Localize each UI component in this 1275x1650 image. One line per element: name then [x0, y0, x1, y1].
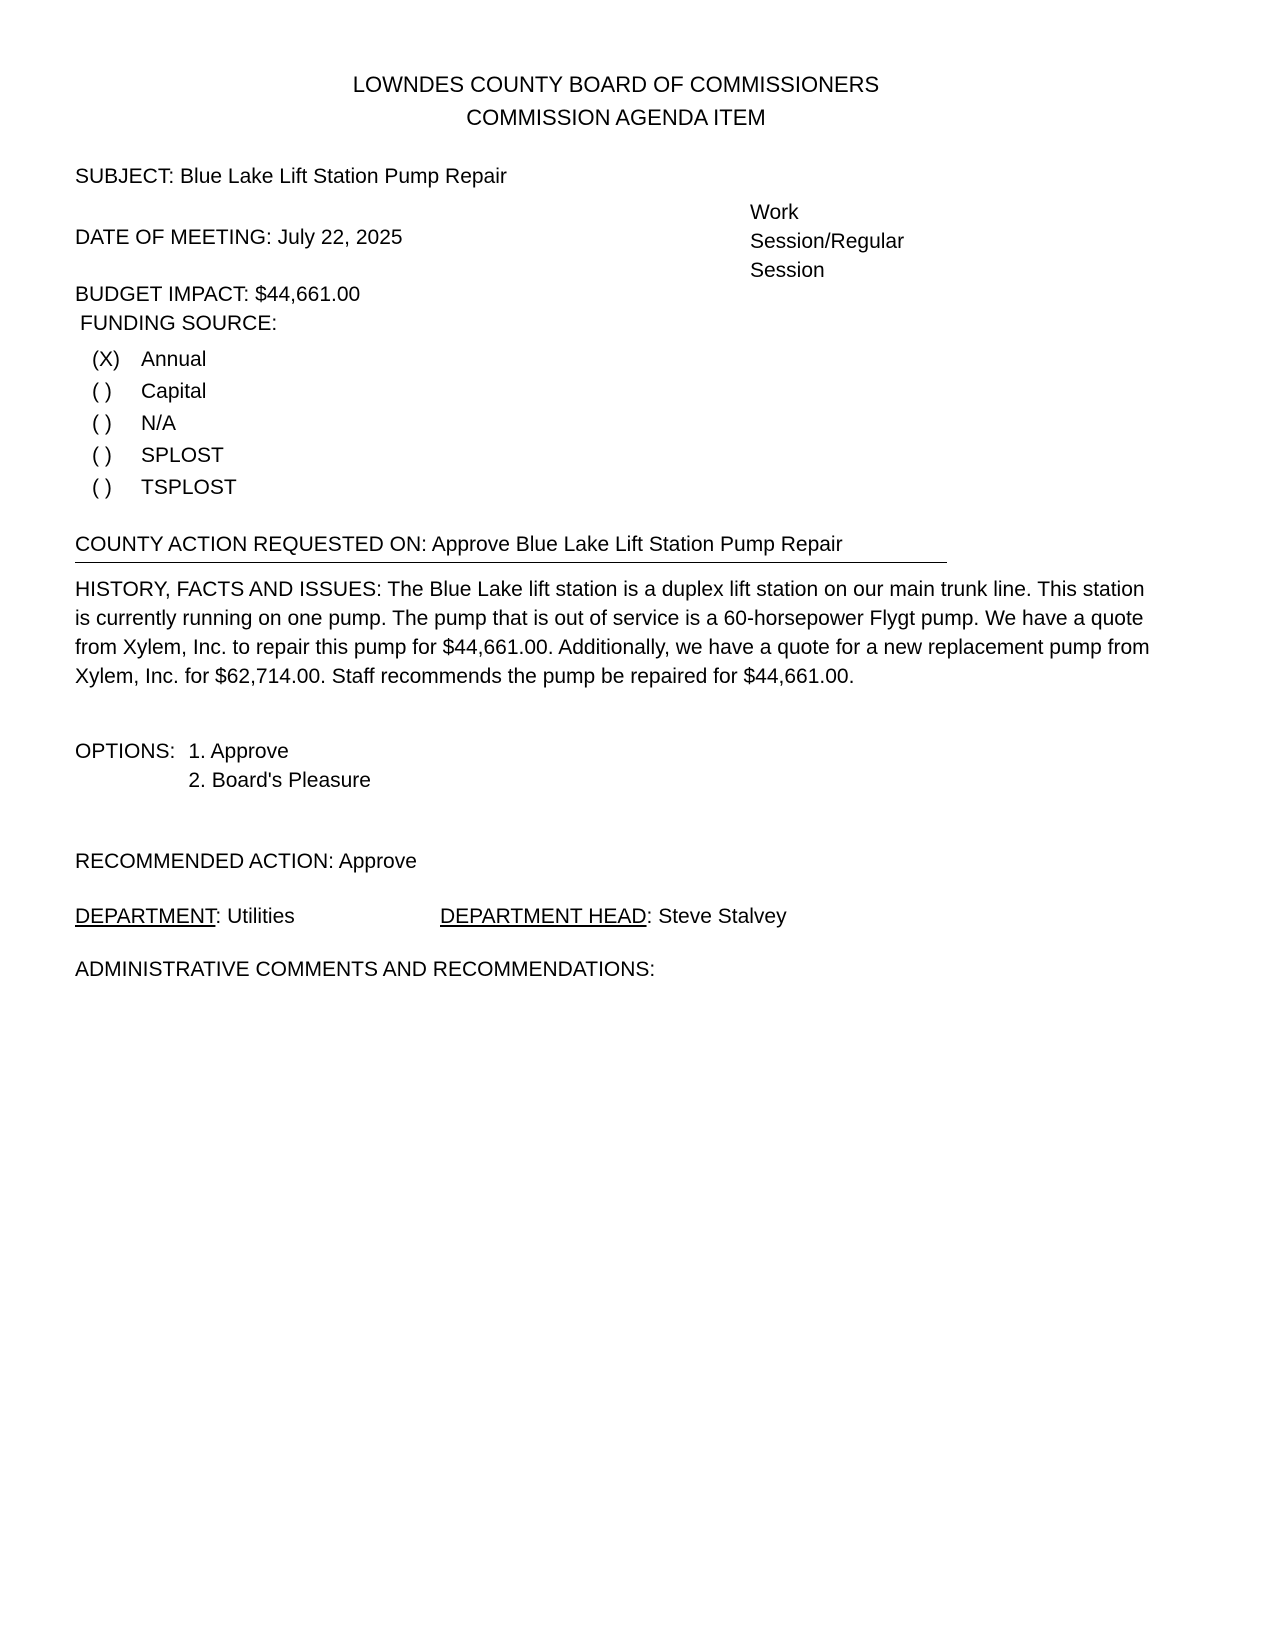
option-item-1: 1. Approve	[188, 740, 289, 763]
history-body: The Blue Lake lift station is a duplex lift station on our main trunk line. This station is currently running on one pump. The pump that is out of service is a 60-horsepower Flygt pump. We have a quote from Xylem, Inc. to repair this pump for $44,661.00. Additionally, we have a quote for a new replacement pump from Xylem, Inc. for $62,714.00. Staff recommends the pump be repaired for $44,661.00.	[75, 578, 1150, 688]
session-type-block	[750, 198, 904, 285]
funding-option-tsplost	[92, 472, 1157, 504]
funding-checkbox-tsplost: ( )	[92, 476, 112, 499]
funding-checkbox-na: ( )	[92, 412, 112, 435]
funding-option-label: Capital	[141, 380, 207, 403]
meeting-date-label: DATE OF MEETING:	[75, 226, 272, 249]
title-line-2: COMMISSION AGENDA ITEM	[466, 105, 766, 130]
funding-source-list	[75, 344, 1157, 504]
funding-option-label: SPLOST	[141, 444, 224, 467]
history-label: HISTORY, FACTS AND ISSUES:	[75, 578, 382, 601]
budget-impact-label: BUDGET IMPACT:	[75, 283, 250, 306]
session-line-2: Session/Regular	[750, 230, 905, 253]
funding-checkbox-capital: ( )	[92, 380, 112, 403]
department-head-value: : Steve Stalvey	[646, 905, 787, 928]
session-line-3: Session	[750, 259, 825, 282]
funding-option-label: Annual	[141, 348, 207, 371]
funding-option-label: TSPLOST	[141, 476, 237, 499]
options-list	[188, 737, 371, 795]
recommended-action-row	[75, 847, 1157, 876]
history-facts-issues	[75, 575, 1157, 691]
county-action-row	[75, 530, 947, 563]
recommended-action-label: RECOMMENDED ACTION:	[75, 850, 335, 873]
budget-impact-value: $44,661.00	[255, 283, 361, 306]
subject-label: SUBJECT:	[75, 165, 175, 188]
options-row	[75, 737, 1157, 795]
department-label: DEPARTMENT	[75, 905, 216, 928]
department-value: : Utilities	[215, 905, 295, 928]
funding-option-na	[92, 408, 1157, 440]
funding-source-label: FUNDING SOURCE:	[80, 312, 278, 335]
county-action-value: Approve Blue Lake Lift Station Pump Repair	[431, 533, 843, 556]
options-label: OPTIONS:	[75, 740, 176, 763]
document-header	[75, 68, 1157, 134]
department-head-cell	[440, 902, 787, 931]
funding-option-annual	[92, 344, 1157, 376]
funding-checkbox-splost: ( )	[92, 444, 112, 467]
funding-option-capital	[92, 376, 1157, 408]
department-row	[75, 902, 1157, 931]
title-line-1: LOWNDES COUNTY BOARD OF COMMISSIONERS	[352, 72, 880, 97]
admin-comments-label: ADMINISTRATIVE COMMENTS AND RECOMMENDATIONS:	[75, 958, 656, 981]
meeting-date-value: July 22, 2025	[277, 226, 403, 249]
subject-row	[75, 162, 1157, 191]
department-head-label: DEPARTMENT HEAD	[440, 905, 647, 928]
session-line-1: Work	[750, 201, 799, 224]
subject-value: Blue Lake Lift Station Pump Repair	[180, 165, 507, 188]
funding-option-label: N/A	[141, 412, 177, 435]
department-cell	[75, 902, 440, 931]
budget-impact-row	[75, 280, 1157, 309]
county-action-label: COUNTY ACTION REQUESTED ON:	[75, 533, 427, 556]
funding-checkbox-annual: (X)	[92, 348, 120, 371]
option-item-2: 2. Board's Pleasure	[188, 769, 371, 792]
recommended-action-value: Approve	[338, 850, 417, 873]
meeting-date-row	[75, 223, 1157, 252]
funding-option-splost	[92, 440, 1157, 472]
